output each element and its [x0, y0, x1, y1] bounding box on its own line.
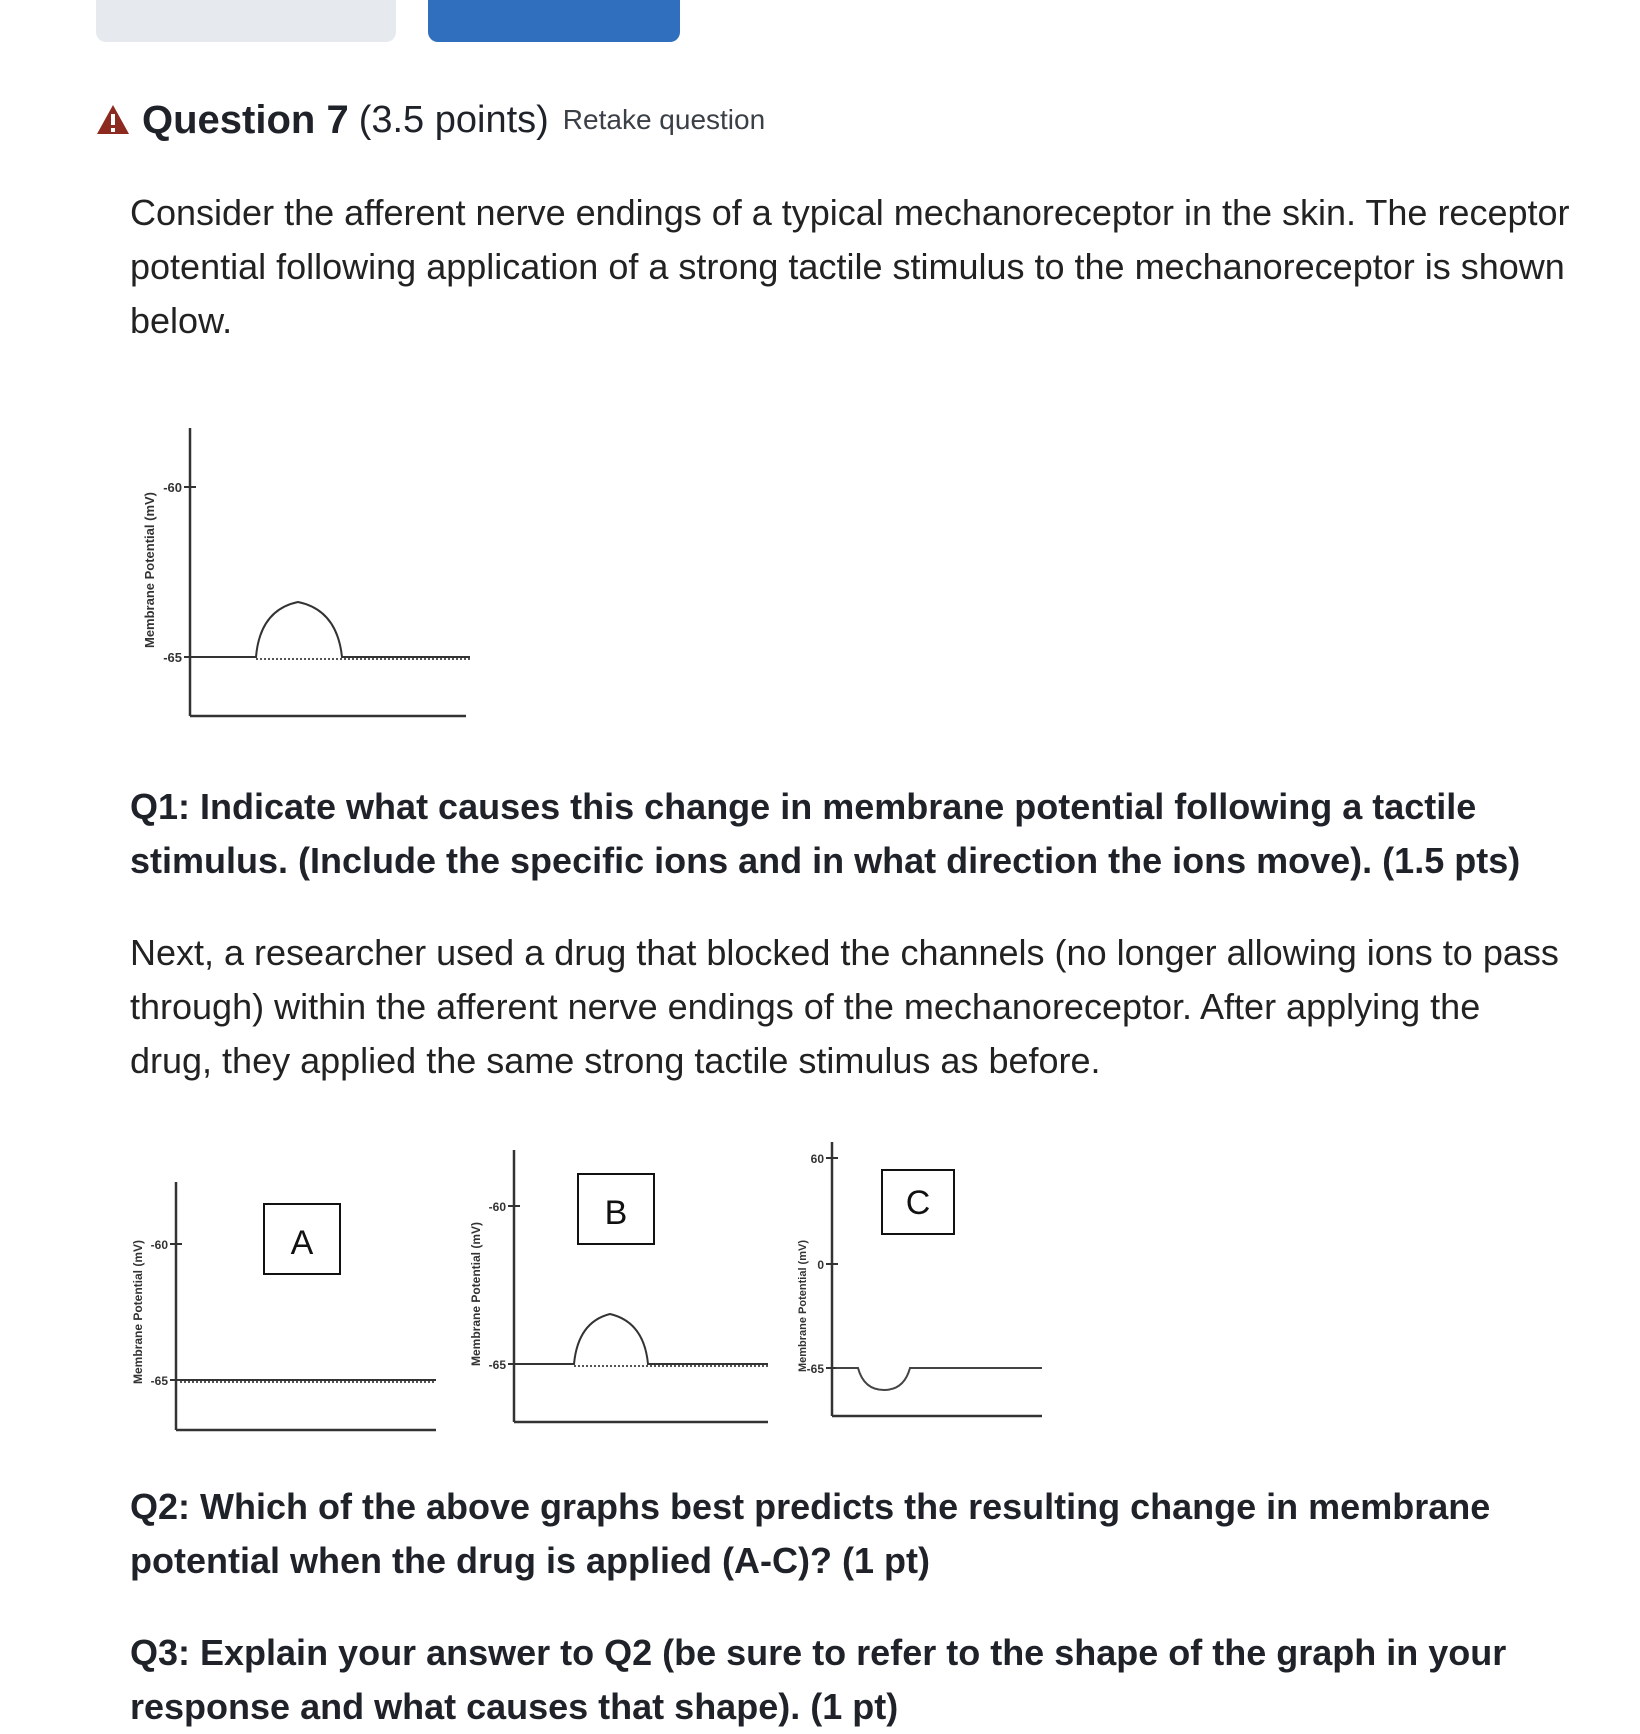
y-axis-label: Membrane Potential (mV) [797, 1239, 809, 1373]
question-title: Question 7 [142, 97, 349, 142]
tick-label-bottom: -65 [488, 1358, 506, 1372]
graph-c [796, 1136, 1056, 1426]
option-label: C [905, 1184, 931, 1222]
membrane-trace [836, 1368, 1042, 1390]
q1-prompt: Q1: Indicate what causes this change in membrane potential following a tactile stimulus. (Include the specific ions and in what direction the ions move). (1.5 pts) [130, 786, 1521, 881]
retake-question-link[interactable]: Retake question [562, 104, 766, 135]
tick-label-bottom: -65 [163, 650, 182, 665]
tick-label-bottom: -65 [806, 1362, 824, 1376]
receptor-potential-graph [130, 420, 490, 730]
q2-prompt: Q2: Which of the above graphs best predicts the resulting change in membrane potential when the drug is applied (A-C)? (1 pt) [130, 1486, 1491, 1581]
graph-a [130, 1172, 450, 1442]
y-axis-label: Membrane Potential (mV) [469, 1221, 483, 1367]
q3-prompt: Q3: Explain your answer to Q2 (be sure to refer to the shape of the graph in your response and what causes that shape). (1 pt) [130, 1632, 1507, 1727]
next-button[interactable] [428, 0, 680, 42]
membrane-trace [516, 1314, 768, 1364]
option-label: A [290, 1224, 314, 1262]
question-intro: Consider the afferent nerve endings of a typical mechanoreceptor in the skin. The receptor potential following application of a strong tactile stimulus to the mechanoreceptor is shown below. [130, 192, 1570, 341]
tick-label-bottom: -65 [150, 1374, 168, 1388]
graph-b [466, 1144, 786, 1434]
membrane-trace [192, 602, 470, 657]
option-label: B [604, 1194, 628, 1232]
question-points: (3.5 points) [358, 98, 549, 141]
drug-scenario-text: Next, a researcher used a drug that blocked the channels (no longer allowing ions to pass through) within the afferent nerve endings of the mechanoreceptor. After applying the drug, they applied the same strong tactile stimulus as before. [130, 932, 1559, 1081]
tick-label-top: -60 [163, 480, 182, 495]
y-axis-label: Membrane Potential (mV) [131, 1239, 145, 1385]
previous-button[interactable] [96, 0, 396, 42]
warning-icon [96, 103, 130, 137]
question-header [96, 92, 765, 148]
tick-label-mid: 0 [817, 1258, 824, 1272]
tick-label-top: 60 [810, 1152, 824, 1166]
tick-label-top: -60 [488, 1200, 506, 1214]
y-axis-label: Membrane Potential (mV) [142, 491, 157, 649]
tick-label-top: -60 [150, 1238, 168, 1252]
